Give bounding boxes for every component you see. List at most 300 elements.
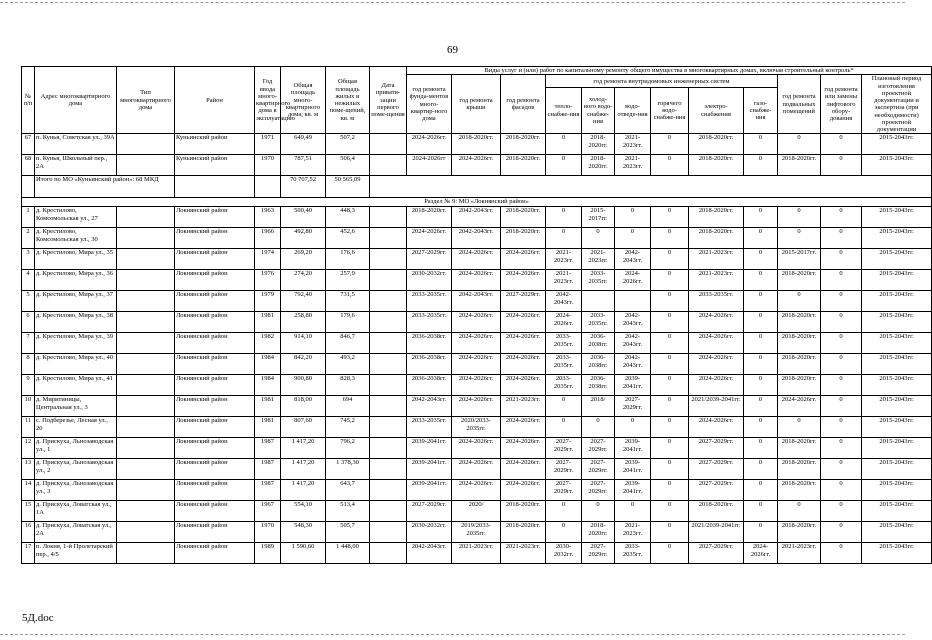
cell-roof: 2020/2033-2035гг. <box>452 417 501 438</box>
cell-elevator: 0 <box>821 417 862 438</box>
cell-total-area: 900,80 <box>281 375 326 396</box>
cell-total-area: 492,80 <box>281 228 326 249</box>
cell-total-area: 258,80 <box>281 312 326 333</box>
cell-living-area: 643,7 <box>326 480 370 501</box>
cell-roof: 2024-2026гг. <box>452 396 501 417</box>
cell-electric: 2021/2039-2041гг. <box>689 522 744 543</box>
cell-sewer: 2039-2041гг. <box>615 438 651 459</box>
cell-facade: 2027-2029гг. <box>501 291 546 312</box>
cell-common-premises: 2018-2020гг. <box>778 459 821 480</box>
cell-roof: 2024-2026гг. <box>452 155 501 176</box>
cell-privatization <box>370 396 407 417</box>
col-planned-period-header: Плановый период изготовления проектной документации и экспертиза (при необходимости) проектной документации <box>862 75 932 134</box>
cell-hot-water: 0 <box>651 270 689 291</box>
cell-type <box>117 501 175 522</box>
cell-total-area: 1 590,60 <box>281 543 326 564</box>
cell-planned-period: 2015-2043гг. <box>862 438 932 459</box>
cell-facade: 2018-2020гг. <box>501 155 546 176</box>
cell-roof: 2024-2026гг. <box>452 312 501 333</box>
cell-facade: 2024-2026гг. <box>501 480 546 501</box>
cell-elevator: 0 <box>821 396 862 417</box>
cell-heat: 2027-2029гг. <box>546 459 582 480</box>
cell-address: п. Кунья, Советская ул., 39А <box>35 134 117 155</box>
bottom-divider <box>0 634 905 635</box>
cell-planned-period: 2015-2043гг. <box>862 134 932 155</box>
cell-electric: 2018-2020гг. <box>689 134 744 155</box>
cell-privatization <box>370 480 407 501</box>
cell-total-area: 500,40 <box>281 207 326 228</box>
repair-schedule-table <box>21 66 932 564</box>
cell-district: Локнянский район <box>175 228 255 249</box>
cell-foundation: 2030-2032гг. <box>407 270 452 291</box>
cell-hot-water: 0 <box>651 333 689 354</box>
cell-gas: 0 <box>744 501 778 522</box>
cell-year: 1982 <box>255 333 281 354</box>
cell-address: п. Кунья, Школьный пер., 2А <box>35 155 117 176</box>
cell-electric: 2027-2029гг. <box>689 480 744 501</box>
cell-foundation: 2033-2035гг. <box>407 417 452 438</box>
cell-sewer: 2042-2043гг. <box>615 354 651 375</box>
cell-year: 1989 <box>255 543 281 564</box>
cell-num: 14 <box>22 480 35 501</box>
cell-total-area: 274,20 <box>281 270 326 291</box>
cell-privatization <box>370 207 407 228</box>
total-empty-district <box>175 176 255 198</box>
col-district-header: Район <box>175 67 255 134</box>
cell-privatization <box>370 417 407 438</box>
table-row <box>22 270 932 291</box>
cell-district: Локнянский район <box>175 333 255 354</box>
cell-heat: 2030-2032гг. <box>546 543 582 564</box>
cell-cold-water: 2027-2029гг. <box>582 480 615 501</box>
cell-living-area: 731,5 <box>326 291 370 312</box>
cell-heat: 0 <box>546 522 582 543</box>
cell-sewer: 2033-2035гг. <box>615 543 651 564</box>
cell-hot-water: 0 <box>651 207 689 228</box>
cell-num: 2 <box>22 228 35 249</box>
cell-roof: 2024-2026гг. <box>452 375 501 396</box>
cell-sewer: 2027-2029гг. <box>615 396 651 417</box>
cell-heat: 2027-2029гг. <box>546 438 582 459</box>
cell-common-premises: 2018-2020гг. <box>778 312 821 333</box>
cell-gas: 0 <box>744 522 778 543</box>
cell-hot-water: 0 <box>651 291 689 312</box>
cell-heat: 2042-2043гг. <box>546 291 582 312</box>
table-row <box>22 228 932 249</box>
cell-type <box>117 375 175 396</box>
cell-privatization <box>370 312 407 333</box>
cell-cold-water: 2018-2020гг. <box>582 155 615 176</box>
cell-living-area: 745,2 <box>326 417 370 438</box>
cell-heat: 2033-2035гг. <box>546 375 582 396</box>
cell-district: Локнянский район <box>175 270 255 291</box>
cell-year: 1987 <box>255 480 281 501</box>
cell-facade: 2024-2026гг. <box>501 354 546 375</box>
cell-roof: 2019/2033-2035гг. <box>452 522 501 543</box>
cell-electric: 2021-2023гг. <box>689 249 744 270</box>
cell-type <box>117 291 175 312</box>
cell-facade: 2024-2026гг. <box>501 312 546 333</box>
cell-facade: 2021-2023гг. <box>501 396 546 417</box>
cell-total-area: 914,10 <box>281 333 326 354</box>
cell-gas: 0 <box>744 459 778 480</box>
cell-roof: 2042-2043гг. <box>452 228 501 249</box>
cell-type <box>117 522 175 543</box>
cell-elevator: 0 <box>821 459 862 480</box>
cell-num: 17 <box>22 543 35 564</box>
cell-type <box>117 480 175 501</box>
cell-privatization <box>370 134 407 155</box>
cell-num: 4 <box>22 270 35 291</box>
cell-living-area: 507,2 <box>326 134 370 155</box>
col-year-header: Год ввода много-квартирного дома в эксплуатацию <box>255 67 281 134</box>
cell-heat: 0 <box>546 396 582 417</box>
cell-foundation: 2033-2035гг. <box>407 291 452 312</box>
cell-address: п. Локня, 1-й Пролетарский пер., 4/5 <box>35 543 117 564</box>
cell-elevator: 0 <box>821 480 862 501</box>
cell-heat: 2033-2035гг. <box>546 354 582 375</box>
cell-common-premises: 0 <box>778 207 821 228</box>
cell-common-premises: 2018-2020гг. <box>778 333 821 354</box>
cell-living-area: 1 378,30 <box>326 459 370 480</box>
col-elevator-header: год ремонта или замены лифтового обору-дования <box>821 75 862 134</box>
cell-privatization <box>370 354 407 375</box>
col-foundation-header: год ремонта фунда-ментов много-квартир-ного дома <box>407 75 452 134</box>
cell-heat: 0 <box>546 417 582 438</box>
cell-planned-period: 2015-2043гг. <box>862 354 932 375</box>
cell-roof: 2042-2043гг. <box>452 291 501 312</box>
cell-electric: 2018-2020гг. <box>689 501 744 522</box>
cell-address: д. Крестилово, Мира ул., 35 <box>35 249 117 270</box>
cell-num: 10 <box>22 396 35 417</box>
cell-district: Локнянский район <box>175 522 255 543</box>
cell-gas: 0 <box>744 291 778 312</box>
cell-district: Куньинский район <box>175 134 255 155</box>
section-row <box>22 198 932 207</box>
cell-privatization <box>370 501 407 522</box>
cell-type <box>117 333 175 354</box>
cell-address: д. Прискуха, Ловатская ул., 1А <box>35 501 117 522</box>
kunya-rows <box>22 134 932 176</box>
cell-address: д. Прискуха, Льнозаводская ул., 3 <box>35 480 117 501</box>
cell-common-premises: 2018-2020гг. <box>778 270 821 291</box>
cell-sewer: 2021-2023гг. <box>615 134 651 155</box>
cell-address: д. Крестилово, Комсомольская ул., 30 <box>35 228 117 249</box>
cell-type <box>117 155 175 176</box>
cell-privatization <box>370 270 407 291</box>
cell-roof: 2024-2026гг. <box>452 354 501 375</box>
cell-cold-water: 2033-2035гг. <box>582 312 615 333</box>
cell-district: Локнянский район <box>175 480 255 501</box>
cell-common-premises: 0 <box>778 228 821 249</box>
cell-sewer: 2042-2043гг. <box>615 333 651 354</box>
cell-district: Локнянский район <box>175 354 255 375</box>
cell-total-area: 818,00 <box>281 396 326 417</box>
cell-planned-period: 2015-2043гг. <box>862 291 932 312</box>
cell-heat: 2021-2023гг. <box>546 249 582 270</box>
cell-cold-water: 2021-2023гг. <box>582 249 615 270</box>
cell-gas: 0 <box>744 312 778 333</box>
cell-electric: 2018-2020гг. <box>689 155 744 176</box>
cell-facade: 2018-2020гг. <box>501 501 546 522</box>
cell-sewer: 2042-2043гг. <box>615 312 651 333</box>
cell-roof: 2024-2026гг. <box>452 333 501 354</box>
cell-facade: 2024-2026гг. <box>501 270 546 291</box>
cell-planned-period: 2015-2043гг. <box>862 417 932 438</box>
cell-year: 1976 <box>255 270 281 291</box>
top-divider <box>0 2 905 3</box>
cell-year: 1984 <box>255 354 281 375</box>
cell-foundation: 2039-2041гг. <box>407 438 452 459</box>
cell-year: 1967 <box>255 501 281 522</box>
cell-gas: 0 <box>744 270 778 291</box>
cell-planned-period: 2015-2043гг. <box>862 396 932 417</box>
cell-address: д. Прискуха, Ловатская ул., 2А <box>35 522 117 543</box>
cell-district: Локнянский район <box>175 501 255 522</box>
cell-cold-water: 2036-2038гг. <box>582 375 615 396</box>
cell-elevator: 0 <box>821 270 862 291</box>
cell-planned-period: 2015-2043гг. <box>862 543 932 564</box>
cell-living-area: 179,6 <box>326 312 370 333</box>
cell-num: 5 <box>22 291 35 312</box>
cell-hot-water: 0 <box>651 312 689 333</box>
total-row <box>22 176 932 198</box>
cell-living-area: 694 <box>326 396 370 417</box>
cell-heat: 2033-2035гг. <box>546 333 582 354</box>
cell-roof: 2042-2043гг. <box>452 207 501 228</box>
cell-year: 1970 <box>255 155 281 176</box>
cell-district: Куньинский район <box>175 155 255 176</box>
col-num-header: № п/п <box>22 67 35 134</box>
cell-foundation: 2039-2041гг. <box>407 480 452 501</box>
cell-gas: 0 <box>744 438 778 459</box>
cell-gas: 0 <box>744 480 778 501</box>
total-label: Итого по МО «Куньинский район»: 68 МКД <box>35 176 175 198</box>
cell-facade: 2018-2020гг. <box>501 134 546 155</box>
table-row <box>22 249 932 270</box>
footer-filename: 5Д.doc <box>22 612 54 624</box>
cell-common-premises: 2018-2020гг. <box>778 375 821 396</box>
cell-num: 12 <box>22 438 35 459</box>
cell-sewer: 2042-2043гг. <box>615 249 651 270</box>
cell-district: Локнянский район <box>175 375 255 396</box>
cell-total-area: 1 417,20 <box>281 459 326 480</box>
cell-facade: 2024-2026гг. <box>501 438 546 459</box>
table-row <box>22 207 932 228</box>
cell-num: 15 <box>22 501 35 522</box>
cell-roof: 2021-2023гг. <box>452 543 501 564</box>
cell-electric: 2024-2026гг. <box>689 312 744 333</box>
cell-living-area: 176,6 <box>326 249 370 270</box>
cell-hot-water: 0 <box>651 543 689 564</box>
cell-num: 16 <box>22 522 35 543</box>
cell-living-area: 796,2 <box>326 438 370 459</box>
cell-foundation: 2030-2032гг. <box>407 522 452 543</box>
total-living-area-value: 50 565,09 <box>326 176 370 198</box>
cell-planned-period: 2015-2043гг. <box>862 375 932 396</box>
cell-hot-water: 0 <box>651 522 689 543</box>
cell-num: 9 <box>22 375 35 396</box>
cell-heat: 2027-2029гг. <box>546 480 582 501</box>
cell-cold-water: 2027-2029гг. <box>582 438 615 459</box>
cell-privatization <box>370 459 407 480</box>
cell-elevator: 0 <box>821 543 862 564</box>
cell-roof: 2024-2026гг. <box>452 459 501 480</box>
cell-address: д. Крестилово, Мира ул., 37 <box>35 291 117 312</box>
cell-year: 1979 <box>255 291 281 312</box>
cell-planned-period: 2015-2043гг. <box>862 501 932 522</box>
total-num-cell <box>22 176 35 198</box>
cell-facade: 2018-2020гг. <box>501 228 546 249</box>
cell-address: д. Прискуха, Льнозаводская ул., 2 <box>35 459 117 480</box>
table-row <box>22 333 932 354</box>
col-living-area-header: Общая площадь жилых и нежилых поме-щений, кв. м <box>326 67 370 134</box>
cell-common-premises: 2018-2020гг. <box>778 155 821 176</box>
cell-year: 1974 <box>255 249 281 270</box>
cell-foundation: 2024-2026гг. <box>407 134 452 155</box>
cell-planned-period: 2015-2043гг. <box>862 312 932 333</box>
cell-facade: 2024-2026гг. <box>501 459 546 480</box>
cell-cold-water: 2027-2029гг. <box>582 459 615 480</box>
cell-hot-water: 0 <box>651 396 689 417</box>
cell-address: д. Крестилово, Мира ул., 41 <box>35 375 117 396</box>
cell-type <box>117 354 175 375</box>
cell-hot-water: 0 <box>651 417 689 438</box>
col-type-header: Тип многоквартирного дома <box>117 67 175 134</box>
cell-num: 68 <box>22 155 35 176</box>
cell-elevator: 0 <box>821 207 862 228</box>
cell-foundation: 2036-2038гг. <box>407 354 452 375</box>
col-facade-header: год ремонта фасадов <box>501 75 546 134</box>
cell-common-premises: 2021-2023гг. <box>778 543 821 564</box>
cell-num: 11 <box>22 417 35 438</box>
cell-year: 1987 <box>255 438 281 459</box>
cell-type <box>117 438 175 459</box>
cell-type <box>117 249 175 270</box>
table-row <box>22 417 932 438</box>
table-row <box>22 291 932 312</box>
col-common-premises-header: год ремонта подвальных помещений <box>778 75 821 134</box>
cell-facade: 2024-2026гг. <box>501 333 546 354</box>
cell-foundation: 2018-2020гг. <box>407 207 452 228</box>
cell-planned-period: 2015-2043гг. <box>862 207 932 228</box>
cell-cold-water: 2018-2020гг. <box>582 134 615 155</box>
cell-type <box>117 312 175 333</box>
col-address-header: Адрес многоквартирного дома <box>35 67 117 134</box>
cell-common-premises: 2018-2020гг. <box>778 522 821 543</box>
cell-sewer: 0 <box>615 417 651 438</box>
cell-privatization <box>370 333 407 354</box>
cell-total-area: 1 417,20 <box>281 480 326 501</box>
cell-year: 1981 <box>255 396 281 417</box>
cell-electric: 2024-2026гг. <box>689 333 744 354</box>
cell-electric: 2024-2026гг. <box>689 417 744 438</box>
cell-address: д. Крестилово, Мира ул., 39 <box>35 333 117 354</box>
cell-num: 6 <box>22 312 35 333</box>
cell-cold-water: 2033-2035гг. <box>582 270 615 291</box>
cell-facade: 2018-2020гг. <box>501 522 546 543</box>
cell-gas: 0 <box>744 333 778 354</box>
cell-foundation: 2036-2038гг. <box>407 333 452 354</box>
cell-privatization <box>370 543 407 564</box>
cell-district: Локнянский район <box>175 438 255 459</box>
cell-gas: 0 <box>744 417 778 438</box>
cell-gas: 0 <box>744 134 778 155</box>
total-block <box>22 176 932 207</box>
cell-sewer: 2039-2041гг. <box>615 375 651 396</box>
cell-facade: 2024-2026гг. <box>501 417 546 438</box>
cell-total-area: 548,30 <box>281 522 326 543</box>
cell-foundation: 2033-2035гг. <box>407 312 452 333</box>
cell-living-area: 452,6 <box>326 228 370 249</box>
cell-elevator: 0 <box>821 375 862 396</box>
cell-foundation: 2027-2029гг. <box>407 249 452 270</box>
table-row <box>22 480 932 501</box>
cell-gas: 0 <box>744 249 778 270</box>
table-row <box>22 459 932 480</box>
cell-total-area: 807,60 <box>281 417 326 438</box>
page-number: 69 <box>447 44 458 56</box>
cell-year: 1963 <box>255 207 281 228</box>
cell-foundation: 2042-2043гг. <box>407 396 452 417</box>
cell-num: 8 <box>22 354 35 375</box>
engineering-group-header: год ремонта внутридомовых инженерных систем <box>546 75 778 88</box>
cell-gas: 0 <box>744 375 778 396</box>
cell-gas: 0 <box>744 228 778 249</box>
cell-privatization <box>370 228 407 249</box>
cell-living-area: 505,7 <box>326 522 370 543</box>
cell-type <box>117 228 175 249</box>
cell-sewer: 2024-2026гг. <box>615 270 651 291</box>
cell-total-area: 787,51 <box>281 155 326 176</box>
cell-foundation: 2024-2026гг <box>407 155 452 176</box>
cell-sewer: 2039-2041гг. <box>615 459 651 480</box>
total-empty-year <box>255 176 281 198</box>
cell-cold-water: 0 <box>582 501 615 522</box>
cell-planned-period: 2015-2043гг. <box>862 228 932 249</box>
cell-heat: 2024-2026гг. <box>546 312 582 333</box>
cell-hot-water: 0 <box>651 249 689 270</box>
cell-type <box>117 459 175 480</box>
cell-common-premises: 2018-2020гг. <box>778 354 821 375</box>
cell-num: 1 <box>22 207 35 228</box>
col-hot-water-header: горячего водо-снабже-ния <box>651 88 689 134</box>
services-group-header: Виды услуг и (или) работ по капитальному ремонту общего имущества в многоквартирных домах, включая строительный контроль* <box>407 67 932 75</box>
col-electric-header: электро-снабжения <box>689 88 744 134</box>
cell-common-premises: 0 <box>778 291 821 312</box>
cell-electric: 2021-2023гг. <box>689 270 744 291</box>
col-heat-header: тепло-снабже-ния <box>546 88 582 134</box>
section-title: Раздел № 9: МО «Локнянский район» <box>22 198 932 207</box>
cell-elevator: 0 <box>821 155 862 176</box>
cell-num: 7 <box>22 333 35 354</box>
cell-planned-period: 2015-2043гг. <box>862 155 932 176</box>
cell-address: д. Крестилово, Мира ул., 36 <box>35 270 117 291</box>
cell-elevator: 0 <box>821 438 862 459</box>
cell-type <box>117 134 175 155</box>
cell-year: 1966 <box>255 228 281 249</box>
cell-elevator: 0 <box>821 134 862 155</box>
table-row <box>22 396 932 417</box>
cell-year: 1971 <box>255 134 281 155</box>
cell-type <box>117 207 175 228</box>
cell-common-premises: 0 <box>778 501 821 522</box>
cell-electric: 2027-2029гг. <box>689 459 744 480</box>
table-row <box>22 312 932 333</box>
cell-year: 1970 <box>255 522 281 543</box>
cell-address: д. Крестилово, Мира ул., 38 <box>35 312 117 333</box>
cell-common-premises: 0 <box>778 134 821 155</box>
